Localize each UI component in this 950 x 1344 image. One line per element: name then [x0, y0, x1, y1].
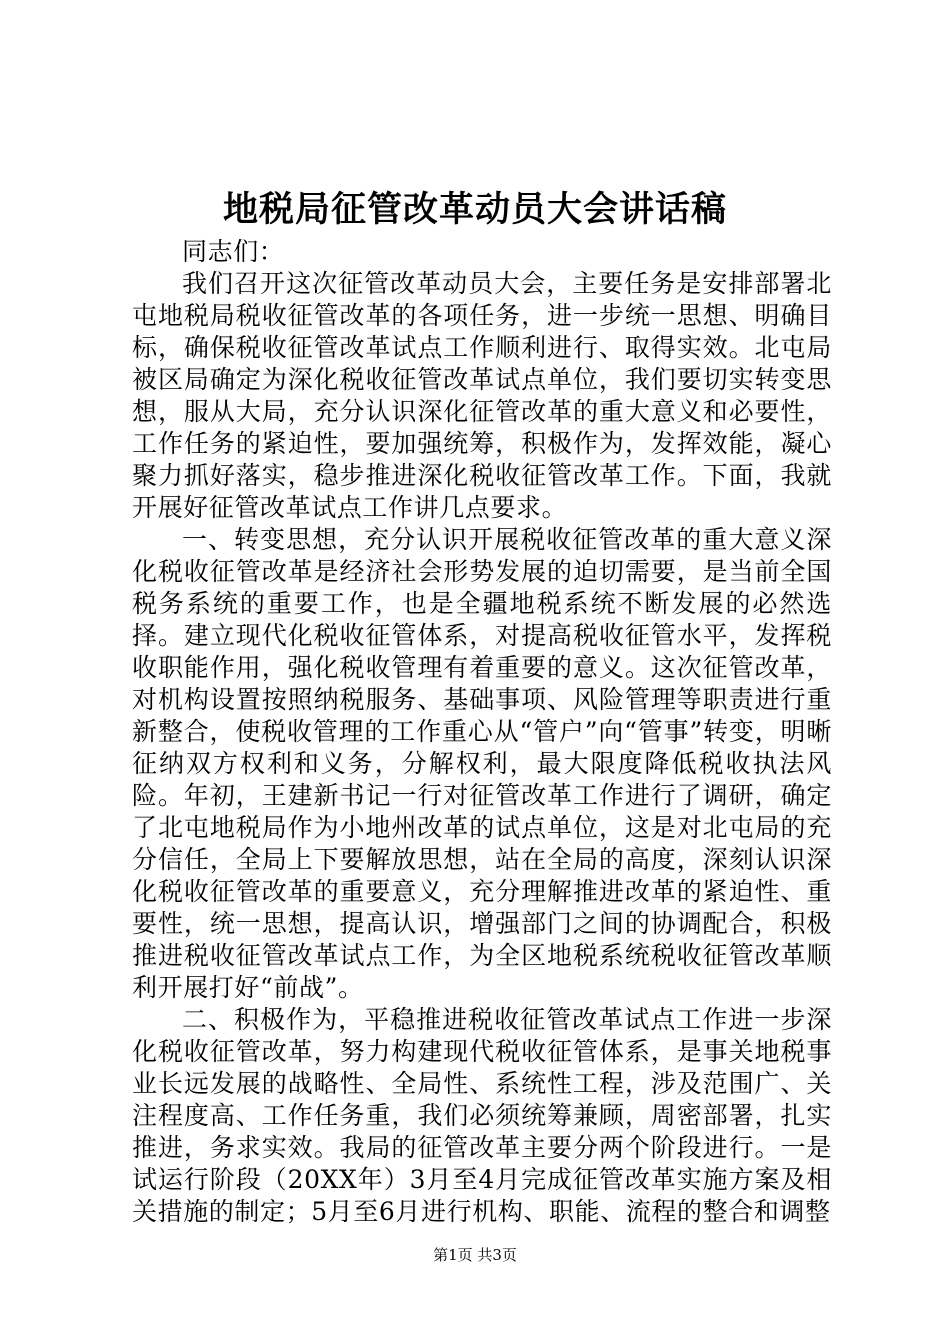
paragraph-section-two: 二、积极作为，平稳推进税收征管改革试点工作进一步深化税收征管改革，努力构建现代税收征管体系，是事关地税事业长远发展的战略性、全局性、系统性工程，涉及范围广、关注程度高、工作任务重，我们必须统筹兼顾，周密部署，扎实推进，务求实效。我局的征管改革主要分两个阶段进行。一是试运行阶段（20XX年）3月至4月完成征管改革实施方案及相关措施的制定；5月至6月进行机构、职能、流程的整合和调整	[132, 1005, 832, 1226]
paragraph-section-one: 一、转变思想，充分认识开展税收征管改革的重大意义深化税收征管改革是经济社会形势发展的迫切需要，是当前全国税务系统的重要工作，也是全疆地税系统不断发展的必然选择。建立现代化税收征管体系，对提高税收征管水平，发挥税收职能作用，强化税收管理有着重要的意义。这次征管改革，对机构设置按照纳税服务、基础事项、风险管理等职责进行重新整合，使税收管理的工作重心从“管户”向“管事”转变，明晰征纳双方权利和义务，分解权利，最大限度降低税收执法风险。年初，王建新书记一行对征管改革工作进行了调研，确定了北屯地税局作为小地州改革的试点单位，这是对北屯局的充分信任，全局上下要解放思想，站在全局的高度，深刻认识深化税收征管改革的重要意义，充分理解推进改革的紧迫性、重要性，统一思想，提高认识，增强部门之间的协调配合，积极推进税收征管改革试点工作，为全区地税系统税收征管改革顺利开展打好“前战”。	[132, 525, 832, 1002]
page-footer: 第1页 共3页	[433, 1246, 517, 1264]
document-body	[132, 236, 832, 1228]
greeting: 同志们：	[182, 237, 285, 266]
document-title: 地税局征管改革动员大会讲话稿	[222, 189, 727, 230]
paragraph-intro: 我们召开这次征管改革动员大会，主要任务是安排部署北屯地税局税收征管改革的各项任务，进一步统一思想、明确目标，确保税收征管改革试点工作顺利进行、取得实效。北屯局被区局确定为深化税收征管改革试点单位，我们要切实转变思想，服从大局，充分认识深化征管改革的重大意义和必要性，工作任务的紧迫性，要加强统筹，积极作为，发挥效能，凝心聚力抓好落实，稳步推进深化税收征管改革工作。下面，我就开展好征管改革试点工作讲几点要求。	[132, 269, 832, 522]
